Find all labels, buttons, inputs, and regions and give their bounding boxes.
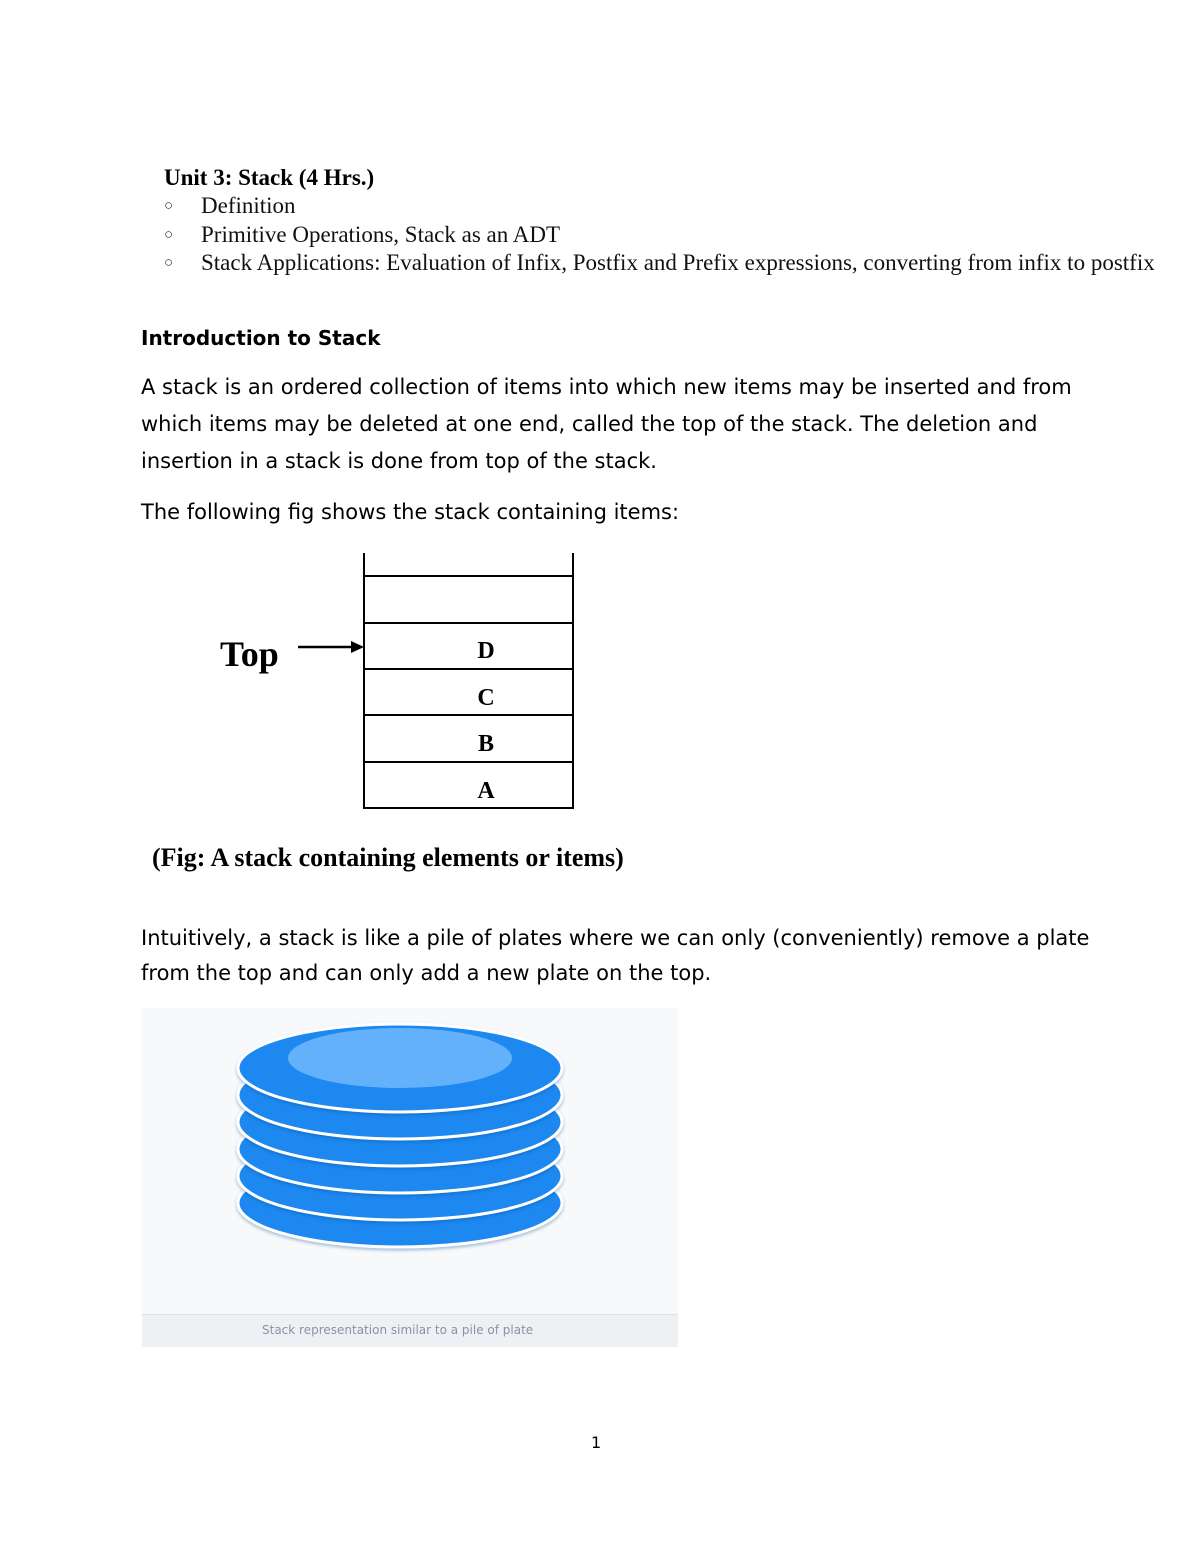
figure-intro-paragraph: The following fig shows the stack containing items: — [141, 500, 680, 524]
syllabus-list — [164, 192, 1161, 278]
stack-item: D — [477, 638, 495, 664]
syllabus-item-text: Stack Applications: Evaluation of Infix, Postfix and Prefix expressions, converting from infix to postfix — [201, 250, 1155, 275]
image-caption-bar — [142, 1314, 678, 1347]
syllabus-item-text: Definition — [201, 193, 296, 218]
syllabus-item — [164, 192, 1161, 221]
stack-item: A — [477, 778, 495, 804]
stack-definition-paragraph: A stack is an ordered collection of items into which new items may be inserted and from which items may be deleted at one end, called the top of the stack. The deletion and insertion in a stack is done from top of the stack. — [141, 375, 1072, 473]
intuition-paragraph: Intuitively, a stack is like a pile of plates where we can only (conveniently) remove a plate from the top and can only add a new plate on the top. — [141, 926, 1090, 985]
stack-item: B — [477, 731, 495, 757]
plate-stack-image — [142, 1008, 678, 1346]
hollow-circle-icon: ○ — [164, 198, 174, 214]
syllabus-item — [164, 249, 1161, 278]
syllabus-item-text: Primitive Operations, Stack as an ADT — [201, 221, 560, 247]
syllabus-block — [164, 164, 1161, 278]
page-number: 1 — [591, 1433, 602, 1452]
hollow-circle-icon: ○ — [164, 255, 174, 271]
section-heading: Introduction to Stack — [141, 326, 381, 350]
hollow-circle-icon: ○ — [164, 226, 174, 243]
plates-group — [238, 1024, 562, 1247]
top-label: Top — [220, 634, 279, 674]
plate-stack-illustration — [142, 1008, 678, 1314]
syllabus-item — [164, 221, 1161, 250]
stack-item: C — [477, 685, 495, 711]
figure-caption: (Fig: A stack containing elements or items) — [152, 843, 624, 872]
image-caption: Stack representation similar to a pile of plate — [262, 1323, 534, 1337]
stack-diagram — [200, 550, 620, 815]
plate-inner-surface — [288, 1028, 512, 1088]
arrow-head-icon — [351, 641, 364, 653]
unit-title: Unit 3: Stack (4 Hrs.) — [164, 165, 375, 190]
